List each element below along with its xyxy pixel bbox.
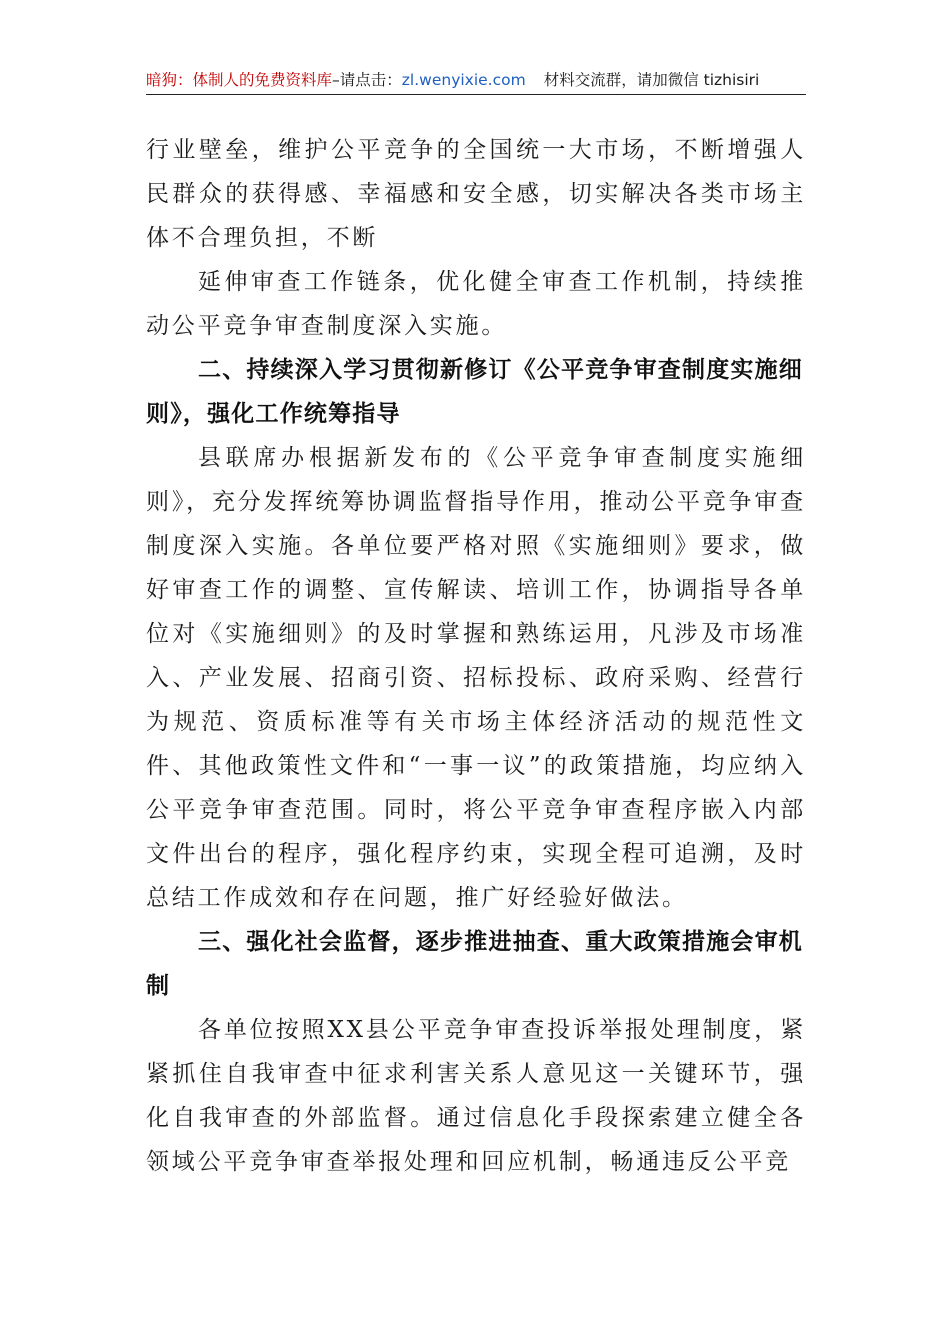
header-click-prefix: –请点击： bbox=[332, 71, 402, 89]
document-body bbox=[146, 128, 806, 1184]
header-site-name: 暗狗：体制人的免费资料库 bbox=[146, 71, 333, 89]
paragraph-continuation: 行业壁垒，维护公平竞争的全国统一大市场，不断增强人民群众的获得感、幸福感和安全感，切实解决各类市场主体不合理负担，不断 bbox=[146, 137, 806, 251]
header-group-note: 材料交流群，请加微信 tizhisiri bbox=[543, 71, 760, 89]
page-header bbox=[146, 66, 806, 95]
section-heading-2: 二、持续深入学习贯彻新修订《公平竞争审查制度实施细则》，强化工作统筹指导 bbox=[146, 357, 803, 427]
paragraph-social-supervision: 各单位按照XX县公平竞争审查投诉举报处理制度，紧紧抓住自我审查中征求利害关系人意见这一关键环节，强化自我审查的外部监督。通过信息化手段探索建立健全各领域公平竞争审查举报处理和回应机制，畅通违反公平竞 bbox=[146, 1017, 806, 1175]
header-url-link[interactable]: zl.wenyixie.com bbox=[401, 71, 526, 89]
paragraph-implementation-rules: 县联席办根据新发布的《公平竞争审查制度实施细则》，充分发挥统筹协调监督指导作用，推动公平竞争审查制度深入实施。各单位要严格对照《实施细则》要求，做好审查工作的调整、宣传解读、培训工作，协调指导各单位对《实施细则》的及时掌握和熟练运用，凡涉及市场准入、产业发展、招商引资、招标投标、政府采购、经营行为规范、资质标准等有关市场主体经济活动的规范性文件、其他政策性文件和“一事一议”的政策措施，均应纳入公平竞争审查范围。同时，将公平竞争审查程序嵌入内部文件出台的程序，强化程序约束，实现全程可追溯，及时总结工作成效和存在问题，推广好经验好做法。 bbox=[146, 445, 806, 911]
section-heading-3: 三、强化社会监督，逐步推进抽查、重大政策措施会审机制 bbox=[146, 929, 803, 999]
paragraph-review-chain: 延伸审查工作链条，优化健全审查工作机制，持续推动公平竞争审查制度深入实施。 bbox=[146, 269, 806, 339]
